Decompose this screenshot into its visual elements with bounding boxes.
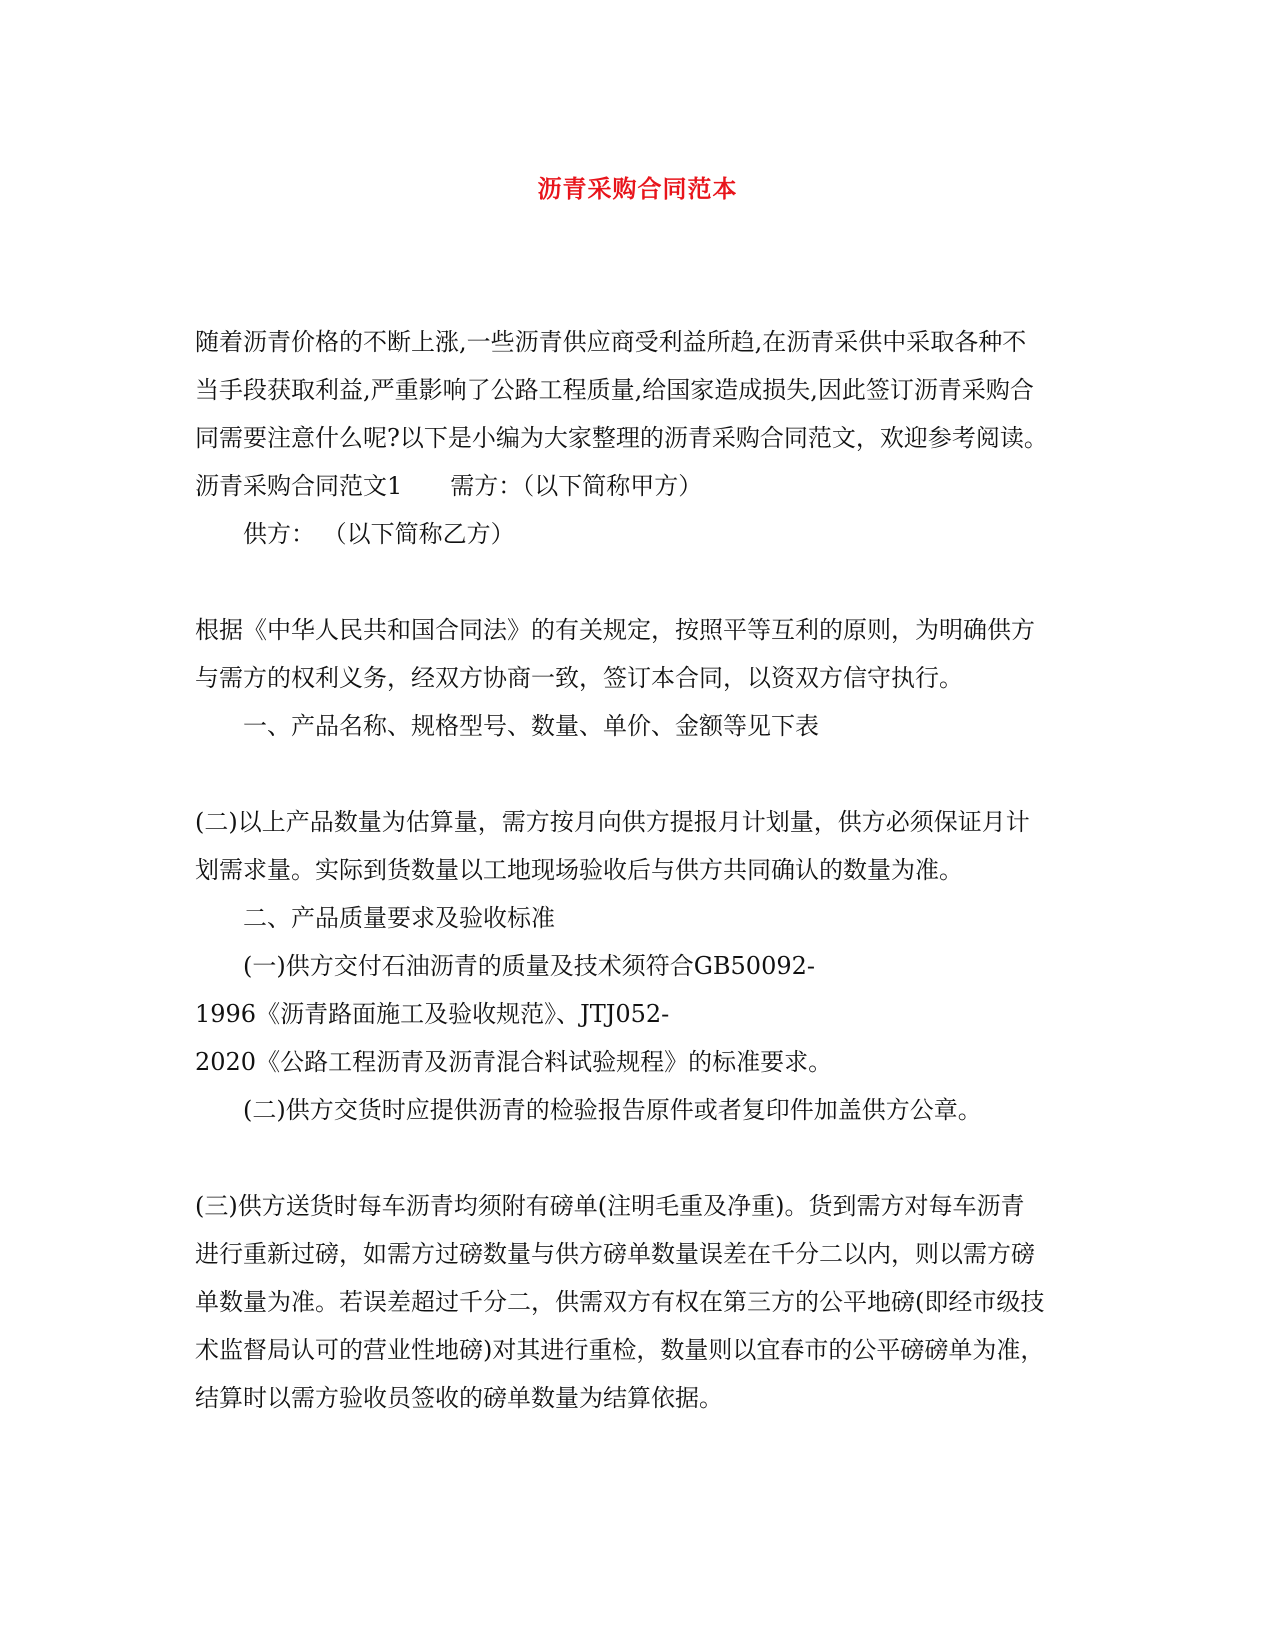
paragraph-line: (二)以上产品数量为估算量，需方按月向供方提报月计划量，供方必须保证月计: [195, 808, 1030, 836]
section-heading: 沥青采购合同范文1: [195, 472, 403, 500]
paragraph-line: 1996《沥青路面施工及验收规范》、JTJ052-: [195, 1000, 670, 1028]
party-seller: 供方： （以下简称乙方）: [243, 520, 515, 548]
paragraph-line: 划需求量。实际到货数量以工地现场验收后与供方共同确认的数量为准。: [195, 856, 963, 884]
paragraph-line: [195, 462, 1075, 510]
clause-heading: 一、产品名称、规格型号、数量、单价、金额等见下表: [243, 712, 819, 740]
document-body: [195, 318, 1075, 1422]
paragraph-line: 进行重新过磅，如需方过磅数量与供方磅单数量误差在千分二以内，则以需方磅: [195, 1240, 1035, 1268]
paragraph-line: (一)供方交付石油沥青的质量及技术须符合GB50092-: [243, 952, 815, 980]
paragraph-line: 单数量为准。若误差超过千分二，供需双方有权在第三方的公平地磅(即经市级技: [195, 1288, 1045, 1316]
paragraph-line: (三)供方送货时每车沥青均须附有磅单(注明毛重及净重)。货到需方对每车沥青: [195, 1192, 1025, 1220]
paragraph-line: 结算时以需方验收员签收的磅单数量为结算依据。: [195, 1384, 723, 1412]
paragraph-line: 随着沥青价格的不断上涨,一些沥青供应商受利益所趋,在沥青采供中采取各种不: [195, 328, 1027, 356]
clause-heading: 二、产品质量要求及验收标准: [243, 904, 555, 932]
paragraph-line: (二)供方交货时应提供沥青的检验报告原件或者复印件加盖供方公章。: [243, 1096, 982, 1124]
paragraph-line: 术监督局认可的营业性地磅)对其进行重检，数量则以宜春市的公平磅磅单为准，: [195, 1336, 1045, 1364]
paragraph-line: 当手段获取利益,严重影响了公路工程质量,给国家造成损失,因此签订沥青采购合: [195, 376, 1034, 404]
paragraph-line: 与需方的权利义务，经双方协商一致，签订本合同，以资双方信守执行。: [195, 664, 963, 692]
party-buyer: 需方：（以下简称甲方）: [450, 472, 703, 500]
paragraph-line: 2020《公路工程沥青及沥青混合料试验规程》的标准要求。: [195, 1048, 833, 1076]
paragraph-line: 同需要注意什么呢?以下是小编为大家整理的沥青采购合同范文，欢迎参考阅读。: [195, 424, 1048, 452]
paragraph-line: 根据《中华人民共和国合同法》的有关规定，按照平等互利的原则，为明确供方: [195, 616, 1035, 644]
document-title: 沥青采购合同范本: [537, 174, 738, 203]
